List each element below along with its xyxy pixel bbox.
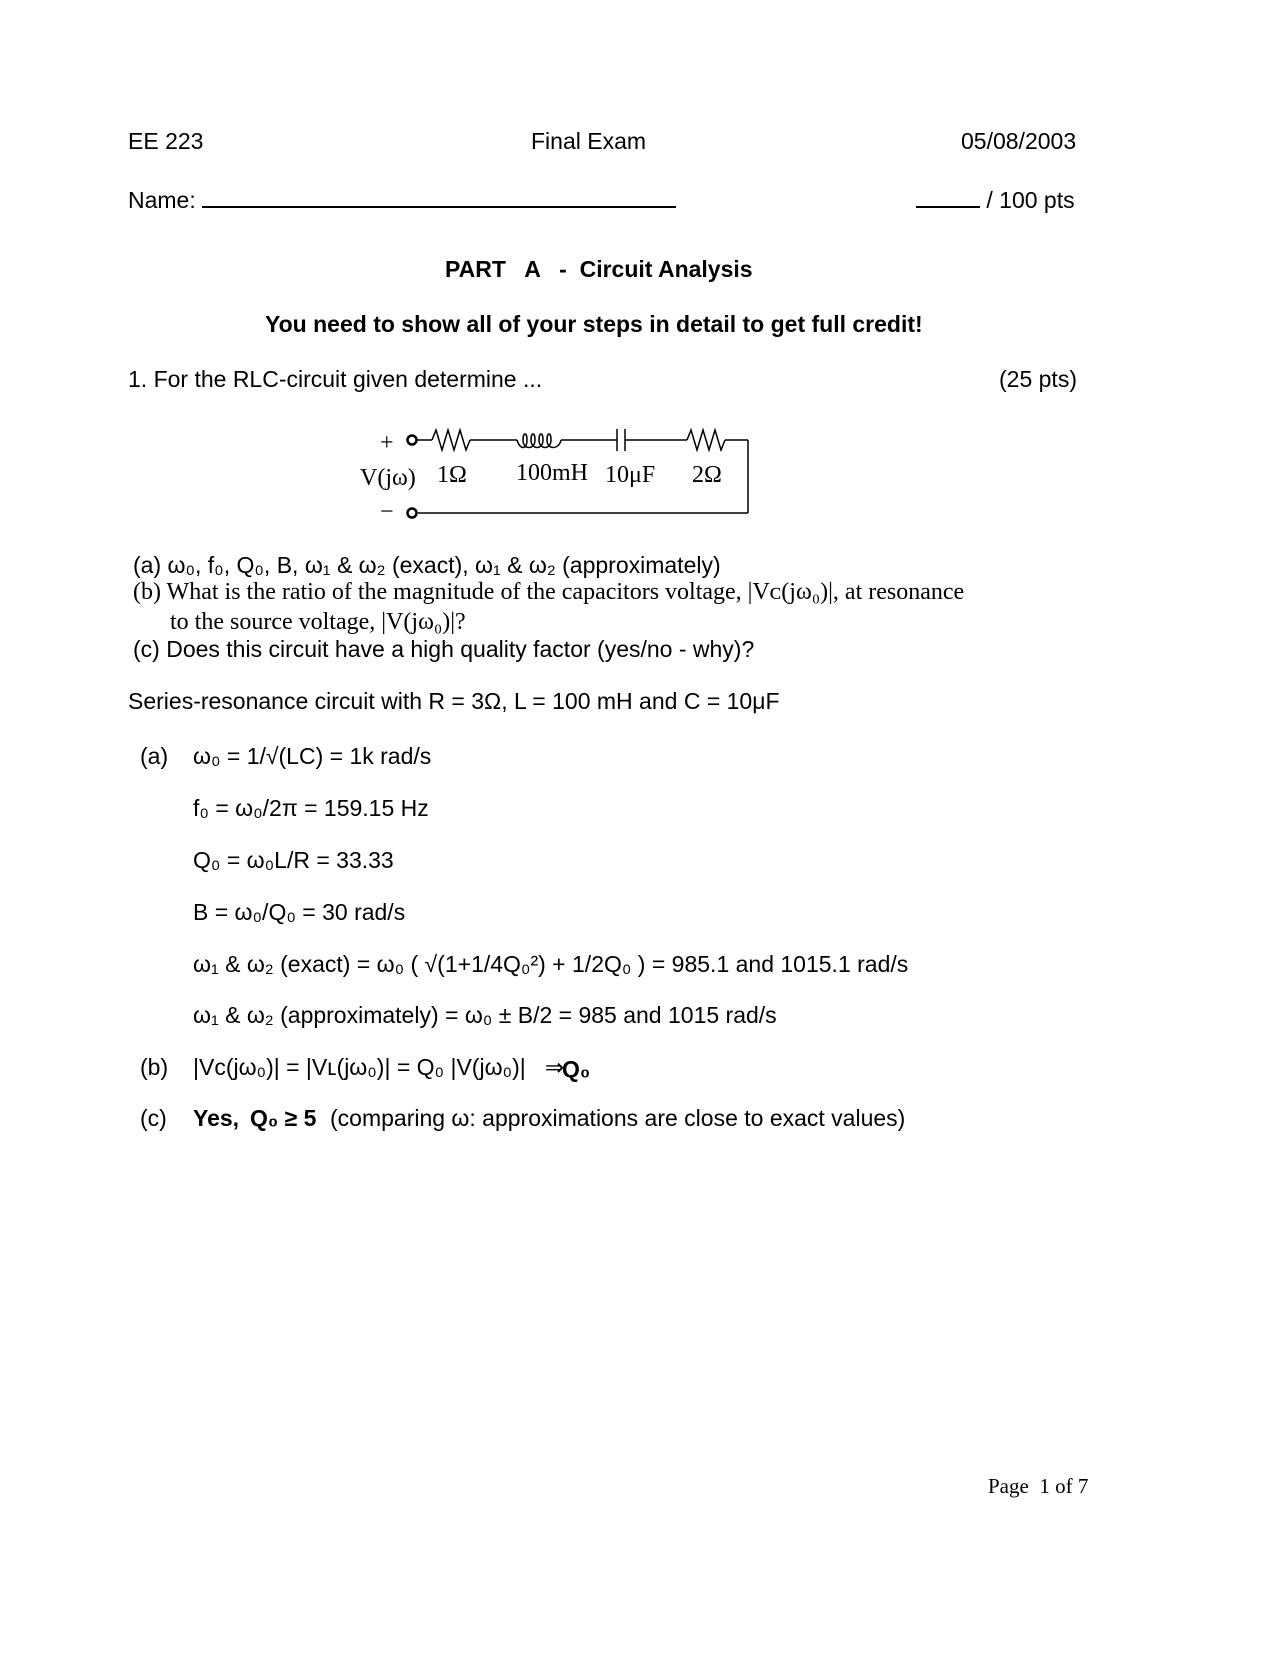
question-prompt: 1. For the RLC-circuit given determine ...	[128, 366, 543, 392]
inductor-symbol	[517, 434, 561, 448]
points-total: / 100 pts	[986, 187, 1075, 213]
instruction: You need to show all of your steps in detail to get full credit!	[265, 311, 923, 337]
exam-date: 05/08/2003	[961, 128, 1077, 154]
question-part-a: (a) ω₀, f₀, Q₀, B, ω₁ & ω₂ (exact), ω₁ & ω₂ (approximately)	[133, 552, 721, 578]
question-part-b-line2: to the source voltage, |V(jω₀)|?	[170, 609, 466, 635]
solution-intro: Series-resonance circuit with R = 3Ω, L = 100 mH and C = 10μF	[128, 688, 780, 714]
course-code: EE 223	[128, 128, 204, 154]
question-part-b-line1: (b) What is the ratio of the magnitude of the capacitors voltage, |Vᴄ(jω₀)|, at resonance	[133, 579, 965, 605]
name-label: Name:	[128, 187, 196, 213]
quality-condition: Q₀ ≥ 5	[250, 1105, 317, 1131]
answer-yes: Yes,	[193, 1105, 240, 1131]
q0-equation: Q₀ = ω₀L/R = 33.33	[193, 847, 394, 873]
name-blank[interactable]	[202, 184, 676, 208]
source-label: V(jω)	[360, 465, 416, 491]
resistor-1-label: 1Ω	[437, 462, 467, 488]
minus-sign: −	[380, 499, 394, 525]
f0-equation: f₀ = ω₀/2π = 159.15 Hz	[193, 795, 429, 821]
voltage-ratio-equation: |Vᴄ(jω₀)| = |Vʟ(jω₀)| = Q₀ |V(jω₀)| ⇒	[193, 1054, 565, 1080]
voltage-ratio-result: Q₀	[562, 1056, 591, 1082]
capacitor-label: 10μF	[605, 462, 656, 488]
approx-frequencies-equation: ω₁ & ω₂ (approximately) = ω₀ ± B/2 = 985 and 1015 rad/s	[193, 1002, 777, 1028]
score-blank[interactable]	[916, 184, 980, 208]
resistor-2-label: 2Ω	[692, 462, 722, 488]
score-field	[916, 184, 1075, 214]
omega0-equation: ω₀ = 1/√(LC) = 1k rad/s	[193, 743, 432, 769]
resistor-1-symbol	[432, 430, 470, 450]
solution-label-a: (a)	[140, 743, 169, 769]
quality-note: (comparing ω: approximations are close to exact values)	[330, 1105, 906, 1131]
part-title: PART A - Circuit Analysis	[445, 256, 753, 282]
page-number: Page 1 of 7	[988, 1474, 1089, 1498]
bottom-terminal	[408, 509, 417, 518]
question-points: (25 pts)	[999, 366, 1077, 392]
name-field	[128, 184, 676, 214]
resistor-2-symbol	[687, 430, 725, 450]
solution-label-c: (c)	[140, 1105, 167, 1131]
question-part-c: (c) Does this circuit have a high quality factor (yes/no - why)?	[133, 636, 755, 662]
exam-title: Final Exam	[531, 128, 647, 154]
plus-sign: +	[380, 430, 394, 456]
solution-label-b: (b)	[140, 1054, 169, 1080]
bandwidth-equation: B = ω₀/Q₀ = 30 rad/s	[193, 899, 406, 925]
top-terminal	[408, 436, 417, 445]
exact-frequencies-equation: ω₁ & ω₂ (exact) = ω₀ ( √(1+1/4Q₀²) + 1/2Q₀ ) = 985.1 and 1015.1 rad/s	[193, 951, 909, 977]
inductor-label: 100mH	[516, 460, 588, 486]
